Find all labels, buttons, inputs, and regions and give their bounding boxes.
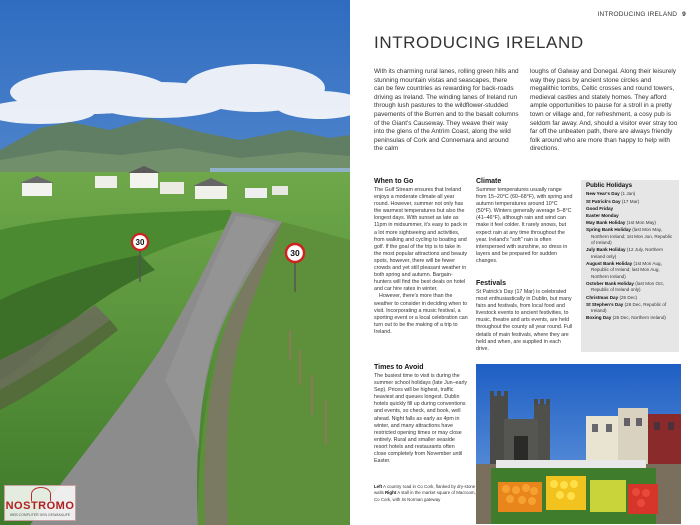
- right-text-page: [350, 0, 700, 525]
- when-to-go-paragraph: The Gulf Stream ensures that Ireland enjoys a moderate climate all year round. However, summer not only has the warmest temperatures but also the longest days. With sunset as late as 11pm in midsummer, it's easy to pack in a lot more sightseeing and activities, from walking and cycling to boating and golf. If the goal of the trip is to take in the most popular attractions and beauty spots, however, there will be fewer crowds and yet still pleasant weather in both spring and autumn. Bargain-hunters will find the best deals on hotel and car hire rates in winter.: [374, 187, 468, 293]
- speed-sign-left-text: 30: [135, 238, 145, 247]
- holiday-name: Good Friday: [586, 205, 614, 211]
- holiday-detail: (1 Jan): [620, 191, 636, 197]
- running-head: [598, 11, 686, 18]
- holiday-item: [586, 199, 674, 205]
- holiday-name: August Bank Holiday: [586, 261, 633, 267]
- climate-heading: Climate: [476, 178, 502, 185]
- holiday-name: October Bank Holiday: [586, 281, 634, 287]
- public-holidays-box: [581, 180, 679, 352]
- holiday-item: [586, 315, 674, 321]
- holiday-name: May Bank Holiday: [586, 220, 626, 226]
- holiday-detail: (26 Dec, Republic of Ireland): [591, 301, 667, 314]
- holiday-detail: (1st Mon Aug, Republic of Ireland; last Mon Aug, Northern Ireland): [591, 261, 662, 279]
- holiday-item: [586, 281, 674, 294]
- holiday-name: St Stephen's Day: [586, 301, 624, 307]
- holiday-name: New Year's Day: [586, 191, 620, 197]
- holiday-detail: (17 Mar): [621, 198, 640, 204]
- when-to-go-paragraph: However, there's more than the weather to consider in deciding when to visit. Incorporating a music festival, a sporting event or a local celebration can turn out to be the making of a trip to Ireland.: [374, 293, 468, 335]
- holiday-detail: (last Mon May, Northern Ireland; 1st Mon Jun, Republic of Ireland): [591, 227, 673, 246]
- watermark-logo: [4, 485, 76, 521]
- climate-section: [476, 178, 573, 265]
- holiday-item: [586, 220, 674, 226]
- holiday-item: [586, 261, 674, 280]
- holiday-name: Christmas Day: [586, 294, 619, 300]
- holiday-name: July Bank Holiday: [586, 247, 626, 253]
- caption-left-text: A country road in Co Cork, flanked by dry-stone walls: [374, 484, 476, 496]
- festivals-section: [476, 280, 573, 353]
- festivals-heading: Festivals: [476, 280, 506, 287]
- holiday-name: Boxing Day: [586, 315, 612, 321]
- holiday-name: St Patrick's Day: [586, 198, 621, 204]
- market-photo: [476, 364, 681, 524]
- intro-column-2: loughs of Galway and Donegal. Along their leisurely way they pass by ancient stone circles and megalithic tombs, Celtic crosses and round towers, medieval castles and stately homes. They afford ample opportunities to pause for a stroll in a pretty town or village and, for refreshment, a cosy pub is seldom far away. And, should a visitor ever stray too far off the unbeaten path, there are always friendly folk around who are more than happy to help with directions.: [530, 68, 678, 153]
- holiday-detail: (25 Dec): [619, 294, 638, 300]
- times-to-avoid-heading: Times to Avoid: [374, 364, 424, 371]
- times-to-avoid-paragraph: The busiest time to visit is during the summer school holidays (late Jun–early Sep). Prices will be highest, traffic heaviest and queues longest. Dublin hotels quickly fill up during conventions and events, so check, and book, well ahead. Night falls as early as 4pm in winter, and many attractions have restricted opening times or may close entirely. Rural and smaller seaside resort hotels and restaurants often close completely from November until Easter.: [374, 373, 468, 465]
- caption-left-label: Left: [374, 484, 383, 489]
- globe-icon: [31, 487, 51, 501]
- market-stall-image: [476, 364, 681, 524]
- festivals-paragraph: St Patrick's Day (17 Mar) is celebrated most enthusiastically in Dublin, but many fairs and festivals, from local food and livestock events to ancient festivities, to music, theatre and arts events, are held throughout the county all year round. Full details of main festivals, where they are held and when, are supplied in each drive.: [476, 289, 573, 352]
- holiday-item: [586, 295, 674, 301]
- public-holidays-heading: Public Holidays: [586, 182, 633, 189]
- page-number: 9: [682, 11, 686, 18]
- when-to-go-section: [374, 178, 468, 336]
- page-title: INTRODUCING IRELAND: [374, 33, 584, 52]
- caption-right-text: A stall in the market square of Macroom, Co Cork, with its Norman gateway: [374, 490, 476, 502]
- holiday-item: [586, 191, 674, 197]
- holiday-name: Spring Bank Holiday: [586, 227, 631, 233]
- caption-right-label: Right: [385, 490, 397, 496]
- speed-sign-right-text: 30: [290, 248, 300, 258]
- holiday-detail: (26 Dec, Northern Ireland): [612, 315, 666, 321]
- holiday-detail: (1st Mon May): [626, 220, 656, 226]
- watermark-tagline: WEB COMPUTER DEN GEWAKAUFE: [9, 513, 71, 517]
- running-head-section: INTRODUCING IRELAND: [597, 11, 678, 18]
- climate-paragraph: Summer temperatures usually range from 15–20°C (60–68°F), with spring and autumn temperatures around 10°C (50°F). Winters generally average 5–8°C (41–46°F), although rain and wind can make it feel colder. It rarely snows, but expect rain at any time throughout the year. Ireland's "soft" rain is often interspersed with sunshine, so dress in layers and be prepared for sudden changes.: [476, 187, 573, 264]
- photo-caption: [374, 484, 478, 503]
- when-to-go-heading: When to Go: [374, 178, 414, 185]
- holiday-item: [586, 247, 674, 260]
- holiday-item: [586, 227, 674, 246]
- holiday-name: Easter Monday: [586, 213, 619, 219]
- holiday-item: [586, 302, 674, 315]
- holiday-item: [586, 206, 674, 212]
- holiday-item: [586, 213, 674, 219]
- holiday-detail: (last Mon Oct, Republic of Ireland only): [591, 281, 664, 293]
- intro-column-1: With its charming rural lanes, rolling green hills and stunning mountain vistas and seascapes, there can be few countries as rewarding for back-roads driving as Ireland. The winding lanes of Ireland run through lush pastures to the wildflower-studded pavements of the Burren and to the basalt columns of the Giant's Causeway. They weave their way into the glens of the Antrim Coast, along the wild peninsulas of Cork and Connemara and around the calm: [374, 68, 519, 153]
- times-to-avoid-section: [374, 364, 468, 465]
- watermark-brand: NOSTROMO: [5, 500, 75, 512]
- holiday-detail: (12 July, Northern Ireland only): [591, 247, 664, 259]
